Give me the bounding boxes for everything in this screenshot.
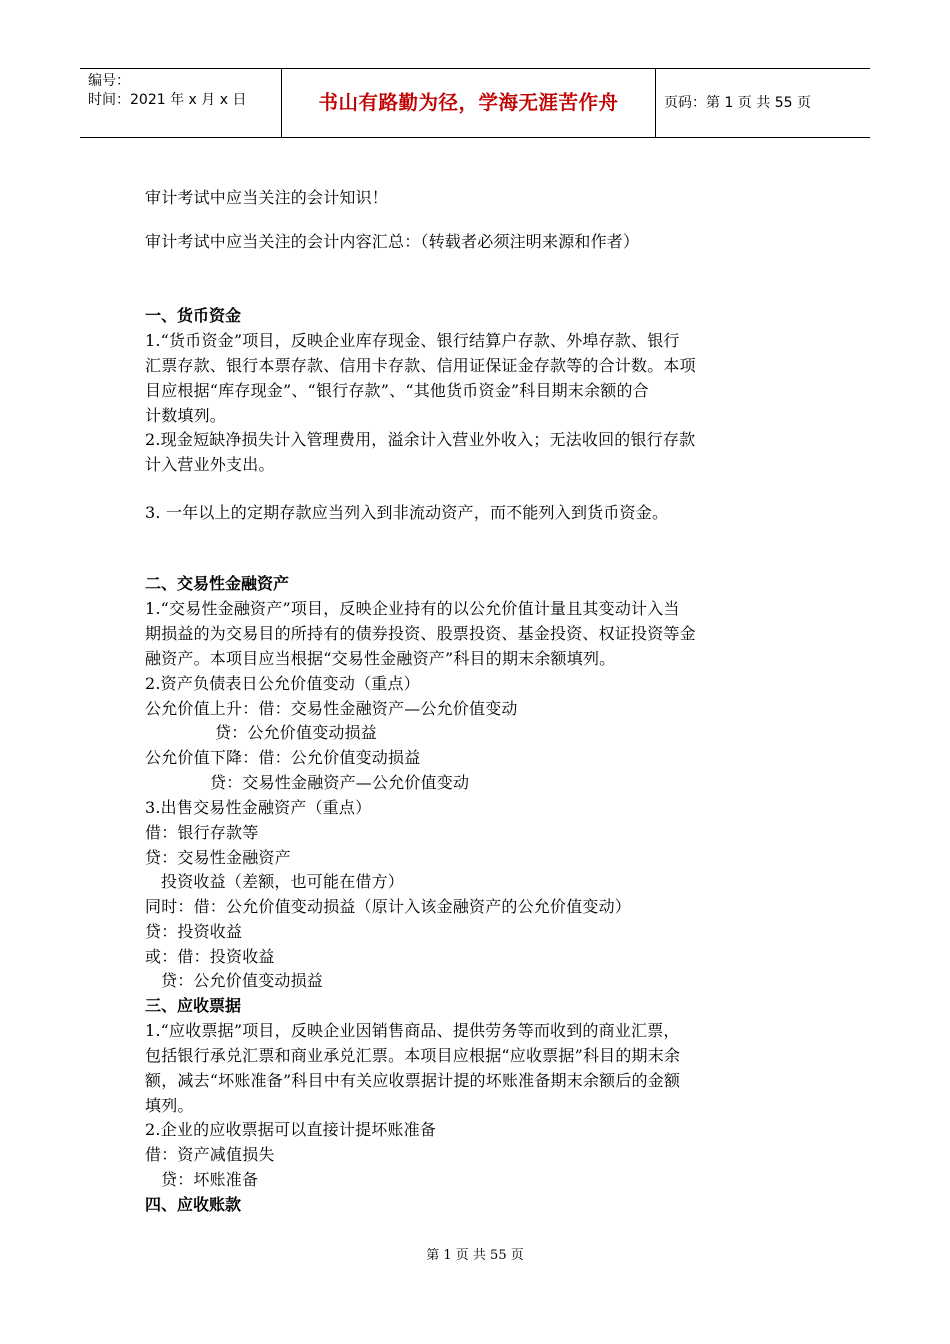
document-number-label: 编号：	[88, 73, 130, 89]
journal-entry-line: 贷：交易性金融资产	[145, 848, 291, 867]
journal-entry-line: 或：借：投资收益	[145, 947, 275, 966]
page-footer: 第 1 页 共 55 页	[426, 1248, 524, 1263]
journal-entry-line: 同时：借：公允价值变动损益（原计入该金融资产的公允价值变动）	[145, 897, 632, 916]
journal-entry-line: 公允价值上升：借：交易性金融资产—公允价值变动	[145, 699, 518, 718]
paragraph-line: 2.现金短缺净损失计入管理费用，溢余计入营业外收入；无法收回的银行存款	[145, 430, 696, 449]
journal-entry-line: 公允价值下降：借：公允价值变动损益	[145, 748, 421, 767]
paragraph-line: 计入营业外支出。	[145, 455, 275, 474]
paragraph-line: 目应根据“库存现金”、“银行存款”、“其他货币资金”科目期末余额的合	[145, 381, 649, 400]
document-title: 审计考试中应当关注的会计知识！	[145, 188, 389, 207]
document-date: 时间：2021 年 x 月 x 日	[88, 92, 247, 108]
journal-entry-line: 贷：投资收益	[145, 922, 243, 941]
journal-entry-line: 借：资产减值损失	[145, 1145, 275, 1164]
paragraph-line: 2.企业的应收票据可以直接计提坏账准备	[145, 1120, 437, 1139]
paragraph-line: 期损益的为交易目的所持有的债券投资、股票投资、基金投资、权证投资等金	[145, 624, 696, 643]
paragraph-line: 1.“货币资金”项目，反映企业库存现金、银行结算户存款、外埠存款、银行	[145, 331, 680, 350]
paragraph-line: 包括银行承兑汇票和商业承兑汇票。本项目应根据“应收票据”科目的期末余	[145, 1046, 681, 1065]
header-page-info: 页码：第 1 页 共 55 页	[664, 95, 811, 111]
paragraph-line: 汇票存款、银行本票存款、信用卡存款、信用证保证金存款等的合计数。本项	[145, 356, 696, 375]
journal-entry-line: 投资收益（差额，也可能在借方）	[161, 872, 405, 891]
section-heading: 四、应收账款	[145, 1195, 242, 1214]
paragraph-line: 1.“交易性金融资产”项目，反映企业持有的以公允价值计量且其变动计入当	[145, 599, 680, 618]
journal-entry-line: 贷：公允价值变动损益	[161, 971, 324, 990]
paragraph-line: 融资产。本项目应当根据“交易性金融资产”科目的期末余额填列。	[145, 649, 616, 668]
paragraph-line: 2.资产负债表日公允价值变动（重点）	[145, 674, 420, 693]
paragraph-line: 计数填列。	[145, 406, 227, 425]
paragraph-line: 1.“应收票据”项目，反映企业因销售商品、提供劳务等而收到的商业汇票，	[145, 1021, 680, 1040]
paragraph-line: 额，减去“坏账准备”科目中有关应收票据计提的坏账准备期末余额后的金额	[145, 1071, 681, 1090]
journal-entry-line: 借：银行存款等	[145, 823, 259, 842]
journal-entry-line: 贷：公允价值变动损益	[215, 723, 378, 742]
document-subtitle: 审计考试中应当关注的会计内容汇总：（转载者必须注明来源和作者）	[145, 232, 640, 251]
journal-entry-line: 贷：坏账准备	[161, 1170, 259, 1189]
page-header	[80, 68, 870, 138]
header-motto: 书山有路勤为径，学海无涯苦作舟	[318, 91, 619, 114]
section-heading: 三、应收票据	[145, 996, 242, 1015]
section-heading: 一、货币资金	[145, 306, 242, 325]
section-heading: 二、交易性金融资产	[145, 574, 290, 593]
header-meta	[88, 72, 246, 110]
header-divider	[655, 69, 656, 137]
paragraph-line: 填列。	[145, 1096, 194, 1115]
paragraph-line: 3.出售交易性金融资产（重点）	[145, 798, 372, 817]
paragraph-line: 3. 一年以上的定期存款应当列入到非流动资产，而不能列入到货币资金。	[145, 503, 669, 522]
journal-entry-line: 贷：交易性金融资产—公允价值变动	[210, 773, 470, 792]
